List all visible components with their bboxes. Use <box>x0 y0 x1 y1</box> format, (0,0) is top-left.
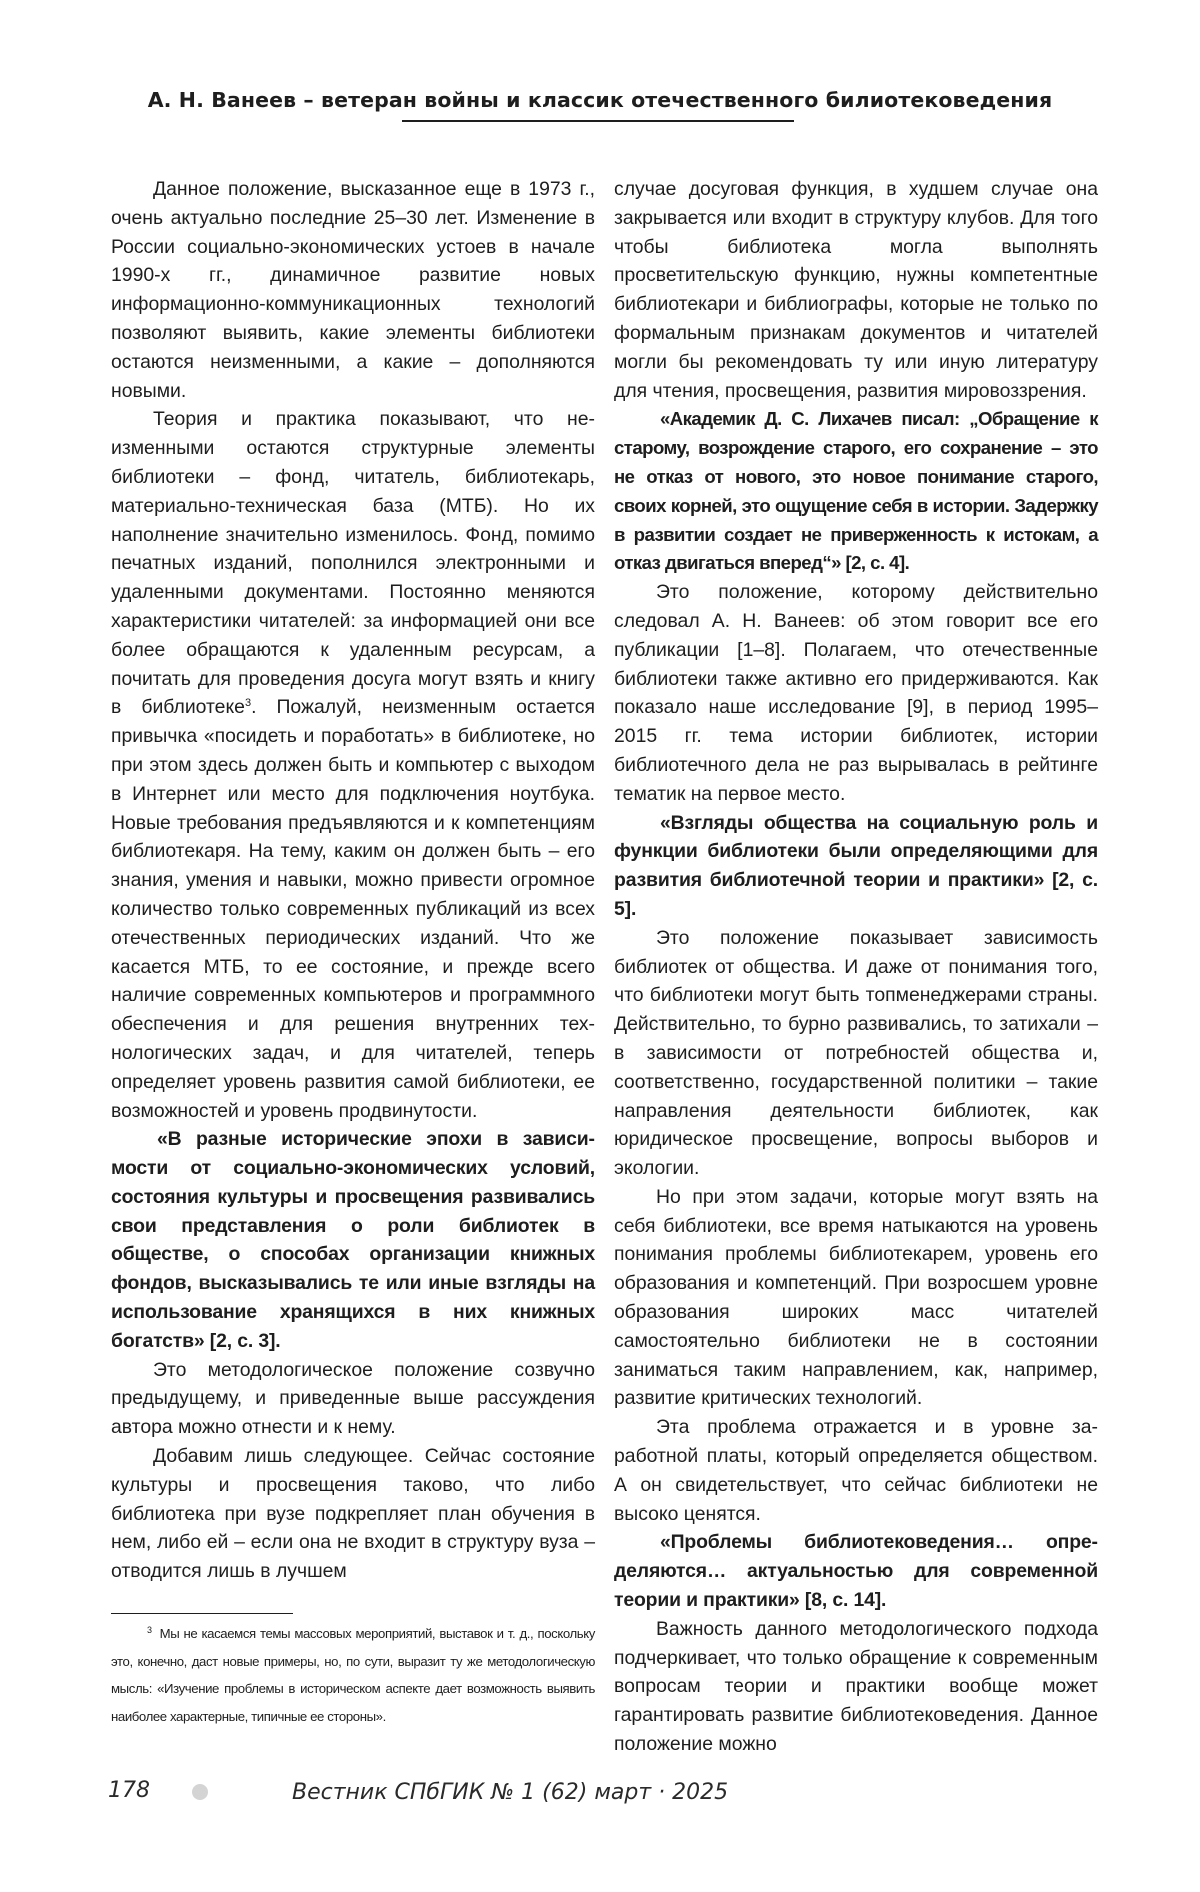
quote-paragraph: «Проблемы библиотековедения… определяются… актуальностью для современной теории и практики» [8, с. 14]. <box>614 1531 1098 1612</box>
paragraph: Данное положение, высказанное еще в 1973 г., очень актуально последние 25–30 лет. Изменение в России социально-экономических устоев в начале 1990-х гг., динамичное развитие новых информационно-коммуникационных технологий позволяют выявить, какие элементы библиотеки остаются неизменными, а какие – дополняются новыми. <box>111 178 595 402</box>
footnote <box>111 1620 595 1730</box>
paragraph-text: Теория и практика показывают, что неизменными остаются структурные элементы библиотеки – фонд, читатель, библиотекарь, материально-техническая база (МТБ). Но их наполнение значительно изменилось. Фонд, помимо печатных изданий, пополнился электронными и удаленными документами. Постоянно меняются характеристики читателей: за информацией они все более обращаются к удаленным ресурсам, а почитать для проведения досуга могут взять и книгу в библиотеке <box>111 408 595 719</box>
paragraph: Но при этом задачи, которые могут взять на себя библиотеки, все время натыкаются на уровень понимания проблемы библиотекарем, уровень его образования и компетенций. При возросшем уровне образования широких масс читателей самостоятельно библиотеки не в состоянии заниматься таким направлением, как, например, развитие критических технологий. <box>614 1185 1098 1410</box>
right-column <box>614 175 1098 1759</box>
footnote-marker: 3 <box>244 697 252 710</box>
left-column <box>111 175 595 1586</box>
paragraph <box>111 405 595 1125</box>
paragraph: случае досуговая функция, в худшем случае она закрывается или входит в структуру клубов. Для того чтобы библиотека могла выполнять просветительскую функцию, нужны компетентные библиотекари и библиографы, которые не только по формальным признакам документов и читателей могли бы рекомендовать ту или иную литературу для чтения, просвещения, развития мировоззрения. <box>614 178 1098 402</box>
paragraph: Это положение, которому действительно следовал А. Н. Ванеев: об этом говорит все его публикации [1–8]. Полагаем, что отечественные библиотеки также активно его придерживаются. Как показало наше исследование [9], в период 1995–2015 гг. тема истории библиотек, истории библиотечного дела не раз вырывалась в рейтинге тематик на первое место. <box>614 581 1098 805</box>
footnote-separator <box>111 1613 293 1614</box>
paragraph: Важность данного методологического подхода подчеркивает, что только обращение к современным вопросам теории и практики вообще может гарантировать развитие библиотековедения. Данное положение можно <box>614 1617 1098 1756</box>
paragraph-text: . Пожалуй, неизменным остается привычка «посидеть и поработать» в библиотеке, но при этом здесь должен быть и компьютер с выходом в Интернет или место для подключения ноутбука. Новые требования предъявляются и к компетенциям библиотекаря. На тему, каким он должен быть – его знания, умения и навыки, можно привести огромное количество только современных публикаций из всех отечественных периодических изданий. Что же касается МТБ, то ее состояние, и прежде всего наличие современных компьютеров и программного обеспечения и для решения внутренних технологических задач, и для читателей, теперь определяет уровень развития самой библиотеки, ее возможностей и уровень продвинутости. <box>111 696 595 1122</box>
journal-title: Вестник СПбГИК № 1 (62) март · 2025 <box>292 1780 729 1805</box>
quote-paragraph: «Академик Д. С. Лихачев писал: „Обращение к старому, возрождение старого, его сохранение – это не отказ от нового, это новое понимание старого, своих корней, это ощущение себя в истории. Задержку в развитии создает не приверженность к истокам, а отказ двигаться вперед“» [2, с. 4]. <box>614 408 1098 574</box>
running-header: А. Н. Ванеев – ветеран войны и классик отечественного билиотековедения <box>147 88 1053 112</box>
header-underline <box>402 120 794 122</box>
footnote-body: Мы не касаемся темы массовых мероприятий, выставок и т. д., поскольку это, конечно, даст новые примеры, но, по сути, выразит ту же методологическую мысль: «Изучение проблемы в историческом аспекте дает возможность выявить наиболее характерные, типичные ее стороны». <box>111 1626 595 1724</box>
page-number: 178 <box>108 1778 150 1803</box>
footnote-number: 3 <box>147 1625 152 1635</box>
paragraph: Это методологическое положение созвучно предыдущему, и приведенные выше рассуждения автора можно отнести и к нему. <box>111 1358 595 1439</box>
paragraph: Добавим лишь следующее. Сейчас состояние культуры и просвещения таково, что либо библиотека при вузе подкрепляет план обучения в нем, либо ей – если она не входит в структуру вуза – отводится лишь в лучшем <box>111 1445 595 1583</box>
footnote-text <box>111 1620 595 1730</box>
paragraph: Это положение показывает зависимость библиотек от общества. И даже от понимания того, что библиотеки могут быть топменеджерами страны. Действительно, то бурно развивались, то затихали – в зависимости от потребностей общества и, соответственно, государственной политики – такие направления деятельности библиотек, как юридическое просвещение, вопросы выборов и экологии. <box>614 926 1098 1180</box>
quote-paragraph: «Взгляды общества на социальную роль и функции библиотеки были определяющими для развития библиотечной теории и практики» [2, с. 5]. <box>614 811 1098 920</box>
quote-paragraph: «В разные исторические эпохи в зависимости от социально-экономических условий, состояния культуры и просвещения развивались свои представления о роли библиотек в обществе, о способах организации книжных фондов, высказывались те или иные взгляды на использование хранящихся в них книжных богатств» [2, с. 3]. <box>111 1128 595 1352</box>
footer-dot-icon <box>192 1784 208 1800</box>
paragraph: Эта проблема отражается и в уровне заработной платы, который определяется обществом. А он свидетельствует, что сейчас библиотеки не высоко ценятся. <box>614 1416 1098 1525</box>
